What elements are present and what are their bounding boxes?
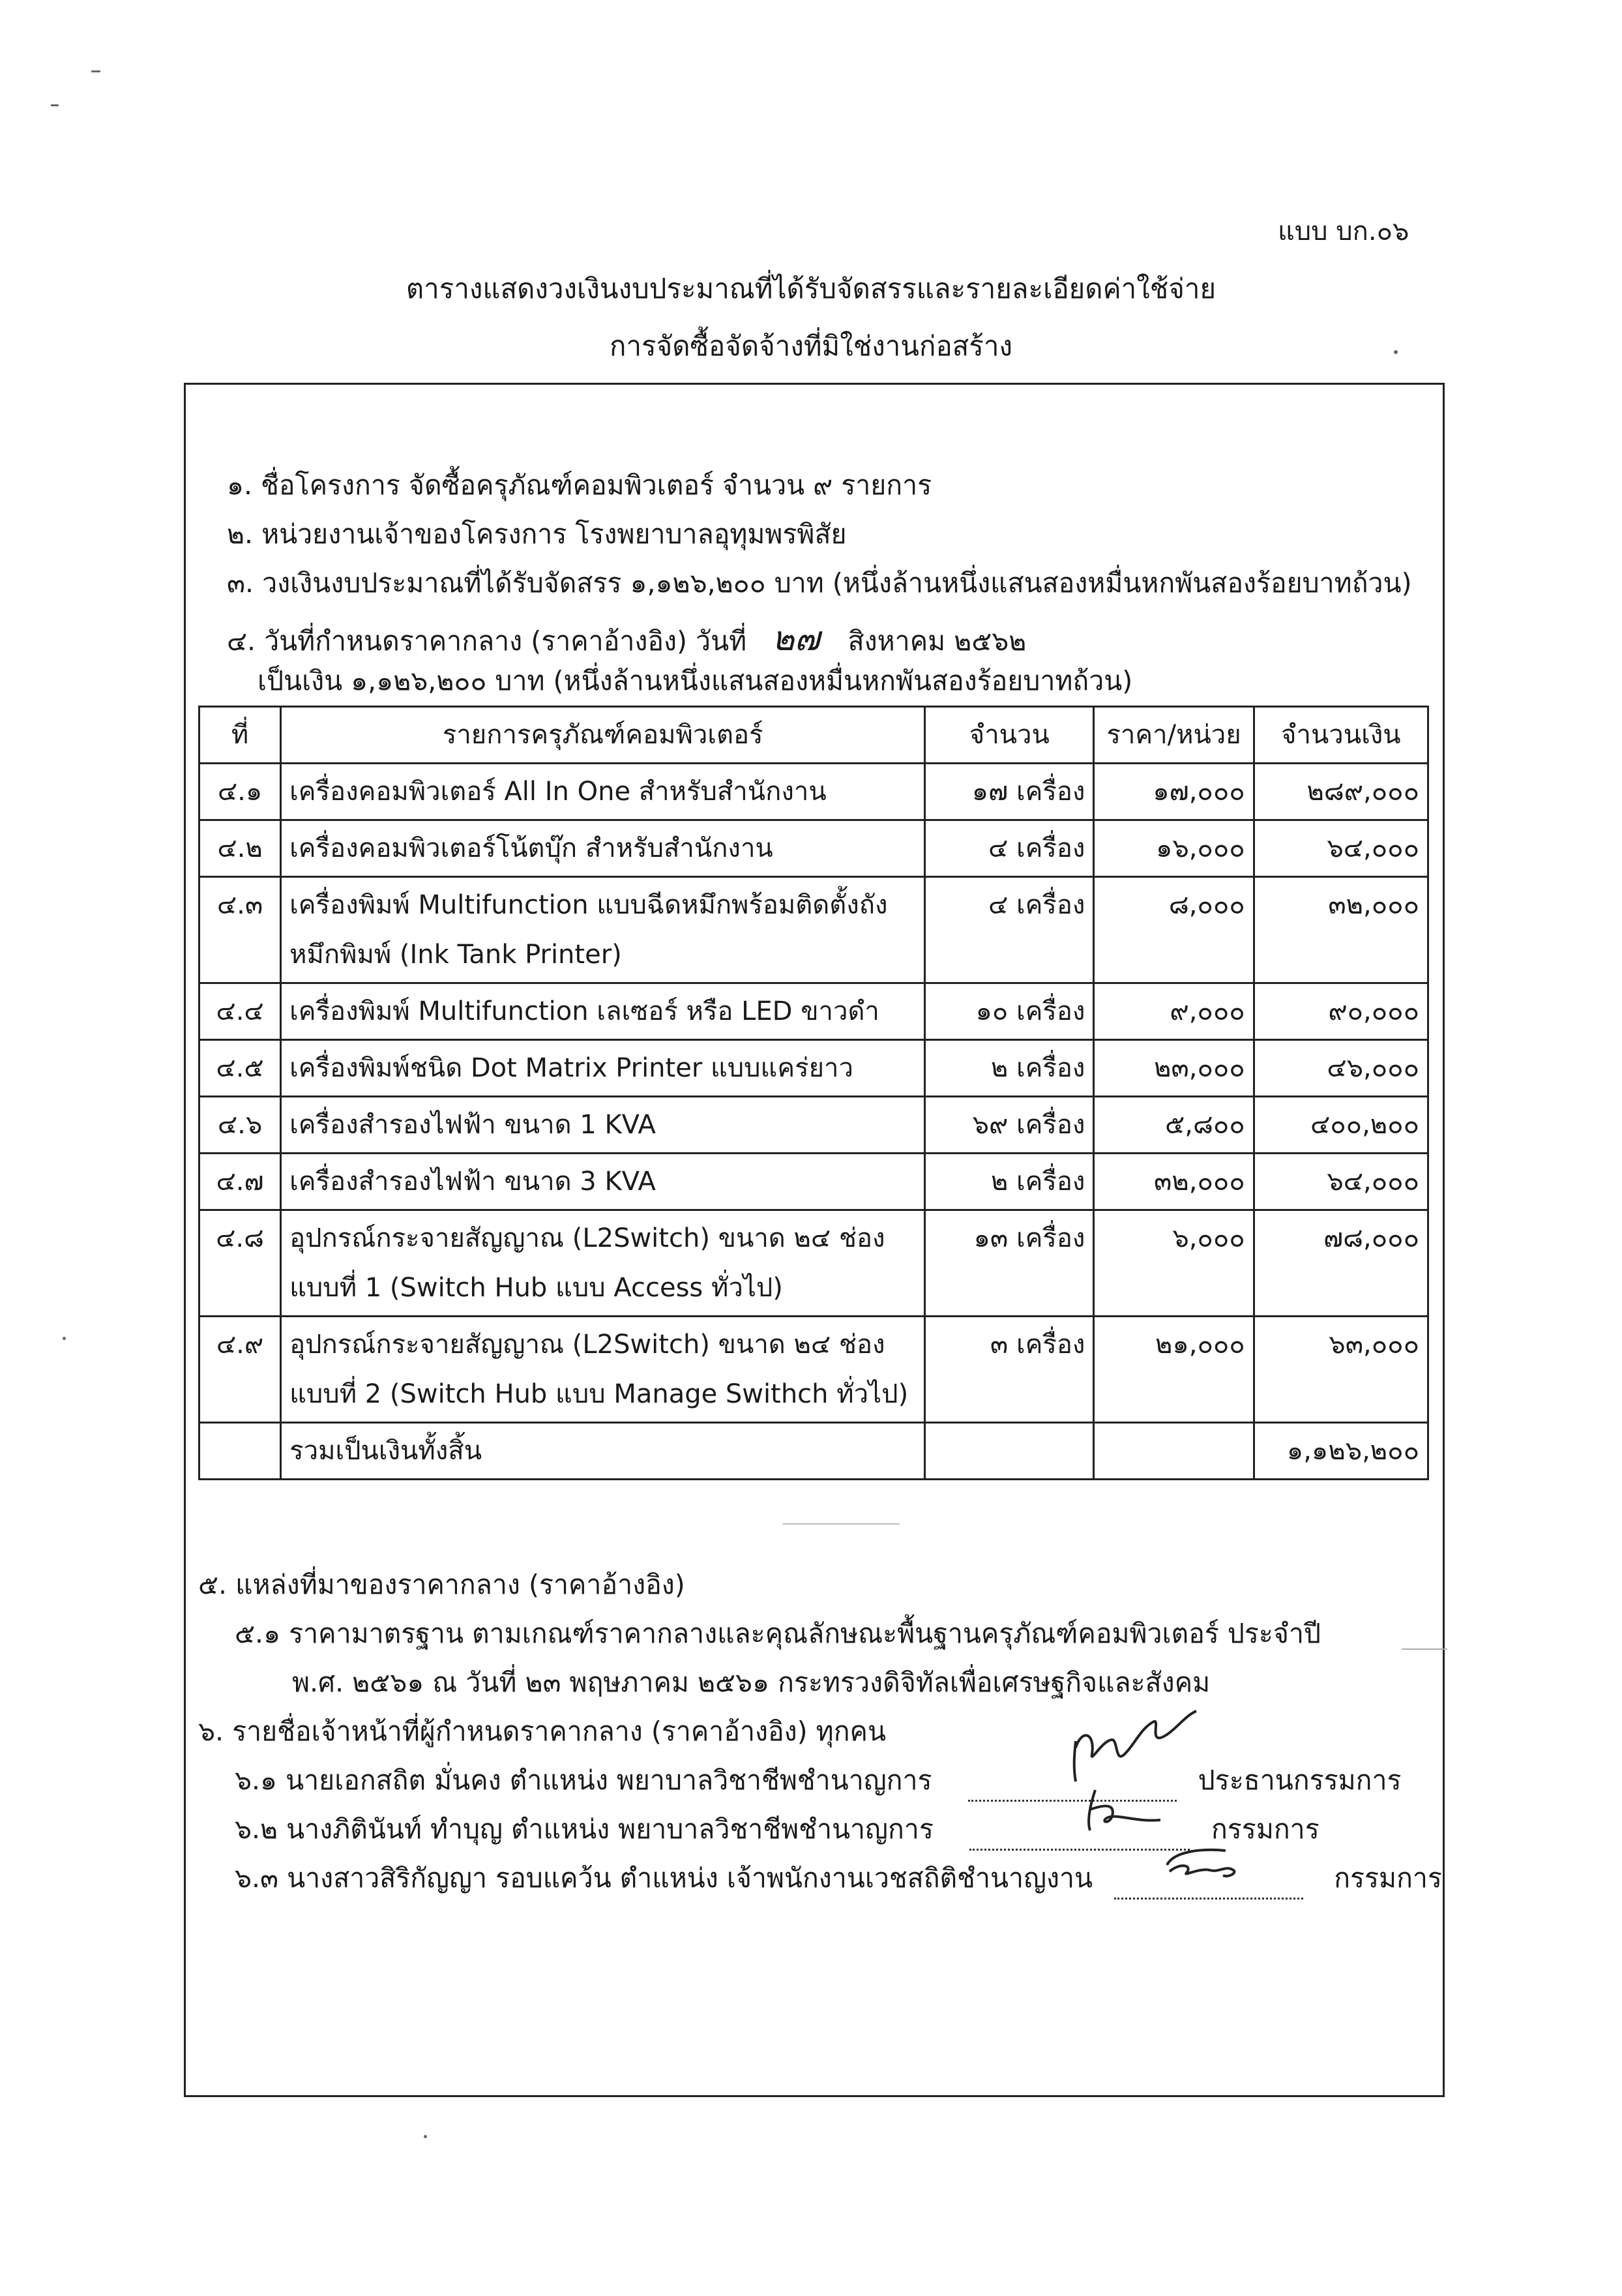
row-amount: ๔๖,๐๐๐ bbox=[1254, 1040, 1428, 1097]
committee-member-1-role: ประธานกรรมการ bbox=[1198, 1765, 1402, 1796]
committee-member-3-role: กรรมการ bbox=[1334, 1862, 1442, 1894]
signature-1-scribble bbox=[1056, 1702, 1206, 1787]
row-no: ๔.๘ bbox=[199, 1210, 281, 1317]
row-quantity: ๖๙ เครื่อง bbox=[925, 1097, 1094, 1154]
row-amount: ๓๒,๐๐๐ bbox=[1254, 877, 1428, 983]
header-unit-price: ราคา/หน่วย bbox=[1094, 707, 1254, 764]
row-unit-price: ๙,๐๐๐ bbox=[1094, 983, 1254, 1040]
scan-speck bbox=[1402, 1648, 1447, 1650]
row-quantity: ๑๓ เครื่อง bbox=[925, 1210, 1094, 1317]
scan-speck bbox=[51, 104, 59, 106]
row-unit-price: ๑๗,๐๐๐ bbox=[1094, 764, 1254, 820]
row-unit-price: ๒๑,๐๐๐ bbox=[1094, 1317, 1254, 1423]
scan-speck bbox=[63, 1337, 66, 1340]
header-description: รายการครุภัณฑ์คอมพิวเตอร์ bbox=[281, 707, 925, 764]
section-5-heading: ๕. แหล่งที่มาของราคากลาง (ราคาอ้างอิง) bbox=[198, 1569, 685, 1600]
row-no: ๔.๔ bbox=[199, 983, 281, 1040]
scan-speck bbox=[782, 1523, 900, 1525]
row-description: เครื่องพิมพ์ชนิด Dot Matrix Printer แบบแคร่ยาว bbox=[281, 1040, 925, 1097]
row-quantity: ๒ เครื่อง bbox=[925, 1154, 1094, 1210]
section-5-1-line-2: พ.ศ. ๒๕๖๑ ณ วันที่ ๒๓ พฤษภาคม ๒๕๖๑ กระทรวงดิจิทัลเพื่อเศรษฐกิจและสังคม bbox=[292, 1667, 1211, 1698]
row-no: ๔.๑ bbox=[199, 764, 281, 820]
scan-speck bbox=[1394, 350, 1398, 354]
table-total-row bbox=[199, 1423, 1428, 1480]
section-4-day-handwritten: ๒๗ bbox=[772, 619, 820, 659]
row-quantity: ๔ เครื่อง bbox=[925, 877, 1094, 983]
row-unit-price: ๓๒,๐๐๐ bbox=[1094, 1154, 1254, 1210]
committee-member-2 bbox=[235, 1808, 1429, 1851]
row-unit-price: ๕,๘๐๐ bbox=[1094, 1097, 1254, 1154]
signature-3-scribble bbox=[1160, 1839, 1245, 1885]
row-quantity: ๔ เครื่อง bbox=[925, 820, 1094, 877]
section-1-project-name: ๑. ชื่อโครงการ จัดซื้อครุภัณฑ์คอมพิวเตอร์ จำนวน ๙ รายการ bbox=[227, 470, 932, 501]
row-amount: ๙๐,๐๐๐ bbox=[1254, 983, 1428, 1040]
table-row bbox=[199, 983, 1428, 1040]
row-description: เครื่องพิมพ์ Multifunction เลเซอร์ หรือ LED ขาวดำ bbox=[281, 983, 925, 1040]
row-description: เครื่องคอมพิวเตอร์ All In One สำหรับสำนักงาน bbox=[281, 764, 925, 820]
row-no: ๔.๒ bbox=[199, 820, 281, 877]
table-row bbox=[199, 877, 1428, 983]
table-row bbox=[199, 764, 1428, 820]
row-quantity: ๒ เครื่อง bbox=[925, 1040, 1094, 1097]
row-amount: ๔๐๐,๒๐๐ bbox=[1254, 1097, 1428, 1154]
row-unit-price: ๖,๐๐๐ bbox=[1094, 1210, 1254, 1317]
row-description: อุปกรณ์กระจายสัญญาณ (L2Switch) ขนาด ๒๔ ช่อง แบบที่ 1 (Switch Hub แบบ Access ทั่วไป) bbox=[281, 1210, 925, 1317]
row-quantity: ๓ เครื่อง bbox=[925, 1317, 1094, 1423]
row-description: อุปกรณ์กระจายสัญญาณ (L2Switch) ขนาด ๒๔ ช่อง แบบที่ 2 (Switch Hub แบบ Manage Swithch ทั่วไป) bbox=[281, 1317, 925, 1423]
scan-speck bbox=[424, 2135, 427, 2138]
section-4-reference-date bbox=[227, 611, 1026, 665]
section-4-amount: เป็นเงิน ๑,๑๒๖,๒๐๐ บาท (หนึ่งล้านหนึ่งแสนสองหมื่นหกพันสองร้อยบาทถ้วน) bbox=[258, 665, 1133, 696]
total-amount: ๑,๑๒๖,๒๐๐ bbox=[1254, 1423, 1428, 1480]
total-label: รวมเป็นเงินทั้งสิ้น bbox=[281, 1423, 925, 1480]
committee-member-2-name: ๖.๒ นางภิตินันท์ ทำบุญ ตำแหน่ง พยาบาลวิชาชีพชำนาญการ bbox=[235, 1813, 934, 1845]
committee-member-1-name: ๖.๑ นายเอกสถิต มั่นคง ตำแหน่ง พยาบาลวิชาชีพชำนาญการ bbox=[235, 1765, 932, 1796]
signature-2-scribble bbox=[1076, 1783, 1167, 1836]
table-header-row bbox=[199, 707, 1428, 764]
total-price-cell bbox=[1094, 1423, 1254, 1480]
row-description: เครื่องคอมพิวเตอร์โน้ตบุ๊ก สำหรับสำนักงาน bbox=[281, 820, 925, 877]
items-table bbox=[198, 706, 1429, 1480]
row-quantity: ๑๐ เครื่อง bbox=[925, 983, 1094, 1040]
committee-member-1 bbox=[235, 1759, 1429, 1802]
committee-member-3 bbox=[235, 1857, 1442, 1900]
section-4-label: ๔. วันที่กำหนดราคากลาง (ราคาอ้างอิง) วันที่ bbox=[227, 625, 747, 657]
table-row bbox=[199, 1210, 1428, 1317]
table-row bbox=[199, 1154, 1428, 1210]
row-unit-price: ๑๖,๐๐๐ bbox=[1094, 820, 1254, 877]
section-5-1-line-1: ๕.๑ ราคามาตรฐาน ตามเกณฑ์ราคากลางและคุณลักษณะพื้นฐานครุภัณฑ์คอมพิวเตอร์ ประจำปี bbox=[235, 1618, 1321, 1649]
row-amount: ๖๔,๐๐๐ bbox=[1254, 1154, 1428, 1210]
section-4-month-year: สิงหาคม ๒๕๖๒ bbox=[848, 625, 1027, 657]
row-description: เครื่องสำรองไฟฟ้า ขนาด 1 KVA bbox=[281, 1097, 925, 1154]
form-code: แบบ บก.๐๖ bbox=[1278, 216, 1409, 246]
row-no: ๔.๗ bbox=[199, 1154, 281, 1210]
total-row-no-cell bbox=[199, 1423, 281, 1480]
row-unit-price: ๘,๐๐๐ bbox=[1094, 877, 1254, 983]
section-2-owner-agency: ๒. หน่วยงานเจ้าของโครงการ โรงพยาบาลอุทุมพรพิสัย bbox=[227, 518, 847, 550]
row-description: เครื่องพิมพ์ Multifunction แบบฉีดหมึกพร้อมติดตั้งถังหมึกพิมพ์ (Ink Tank Printer) bbox=[281, 877, 925, 983]
row-no: ๔.๓ bbox=[199, 877, 281, 983]
row-amount: ๖๓,๐๐๐ bbox=[1254, 1317, 1428, 1423]
row-amount: ๒๘๙,๐๐๐ bbox=[1254, 764, 1428, 820]
header-amount: จำนวนเงิน bbox=[1254, 707, 1428, 764]
row-no: ๔.๖ bbox=[199, 1097, 281, 1154]
header-no: ที่ bbox=[199, 707, 281, 764]
scan-speck bbox=[91, 70, 100, 72]
committee-member-2-role: กรรมการ bbox=[1211, 1813, 1320, 1845]
committee-member-3-name: ๖.๓ นางสาวสิริกัญญา รอบแคว้น ตำแหน่ง เจ้าพนักงานเวชสถิติชำนาญงาน bbox=[235, 1862, 1093, 1894]
table-row bbox=[199, 1317, 1428, 1423]
section-6-heading: ๖. รายชื่อเจ้าหน้าที่ผู้กำหนดราคากลาง (ราคาอ้างอิง) ทุกคน bbox=[198, 1716, 886, 1747]
document-title-line-1: ตารางแสดงวงเงินงบประมาณที่ได้รับจัดสรรและรายละเอียดค่าใช้จ่าย bbox=[406, 273, 1216, 305]
row-amount: ๖๔,๐๐๐ bbox=[1254, 820, 1428, 877]
table-row bbox=[199, 820, 1428, 877]
row-quantity: ๑๗ เครื่อง bbox=[925, 764, 1094, 820]
row-no: ๔.๙ bbox=[199, 1317, 281, 1423]
row-description: เครื่องสำรองไฟฟ้า ขนาด 3 KVA bbox=[281, 1154, 925, 1210]
table-row bbox=[199, 1097, 1428, 1154]
document-title-line-2: การจัดซื้อจัดจ้างที่มิใช่งานก่อสร้าง bbox=[610, 330, 1012, 362]
section-3-budget: ๓. วงเงินงบประมาณที่ได้รับจัดสรร ๑,๑๒๖,๒๐๐ บาท (หนึ่งล้านหนึ่งแสนสองหมื่นหกพันสองร้อยบาทถ้วน) bbox=[227, 567, 1412, 599]
table-row bbox=[199, 1040, 1428, 1097]
total-quantity-cell bbox=[925, 1423, 1094, 1480]
header-quantity: จำนวน bbox=[925, 707, 1094, 764]
row-amount: ๗๘,๐๐๐ bbox=[1254, 1210, 1428, 1317]
row-no: ๔.๕ bbox=[199, 1040, 281, 1097]
row-unit-price: ๒๓,๐๐๐ bbox=[1094, 1040, 1254, 1097]
